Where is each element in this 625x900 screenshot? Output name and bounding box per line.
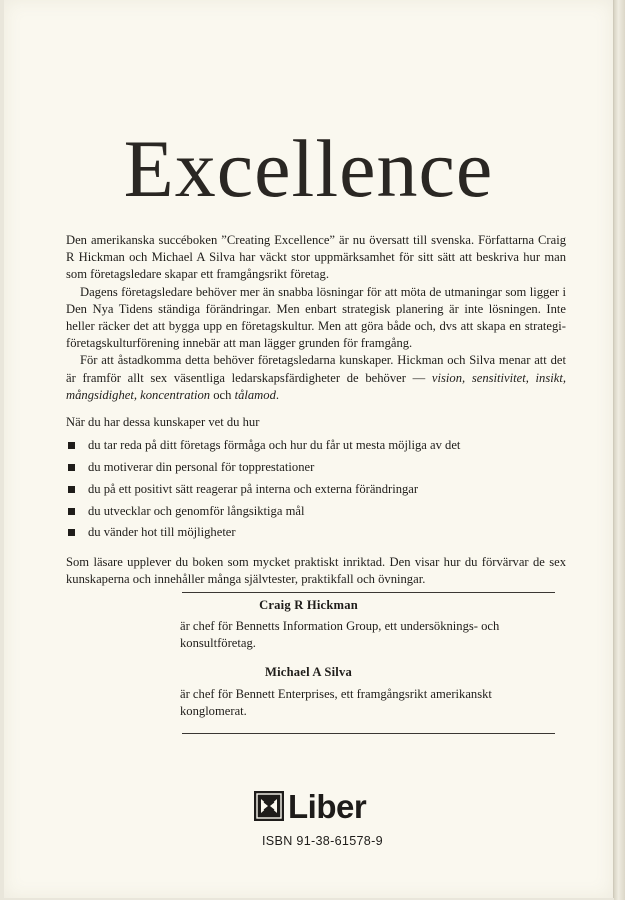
publisher-name: Liber (288, 787, 367, 825)
skills-list: vision, sensitivitet, insikt, mångsidighet, koncentration (66, 370, 566, 402)
isbn: ISBN 91-38-61578-9 (262, 834, 383, 848)
square-bullet-icon (68, 464, 75, 471)
page-edge (614, 0, 625, 900)
benefit-list (66, 435, 566, 544)
author-name: Craig R Hickman (259, 598, 358, 612)
book-title: Excellence (123, 123, 494, 214)
square-bullet-icon (68, 508, 75, 515)
intro-paragraph-1: Den amerikanska succéboken ”Creating Excellence” är nu översatt till svenska. Författarna Craig R Hickman och Michael A Silva har väckt stor uppmärksamhet för sitt sätt att beskriva hur man som företagsledare skapar ett framgångsrikt företag. (66, 233, 566, 282)
liber-logo-icon (254, 791, 284, 821)
list-item: du vänder hot till möjligheter (66, 522, 566, 544)
intro-paragraph-3: För att åstadkomma detta behöver företagsledarna kunskaper. Hickman och Silva menar att det är framför allt sex väsentliga ledarskapsfärdigheter de behöver — vision, sensitivitet, insikt, mångsidighet, koncentration och tålamod. (66, 353, 566, 402)
square-bullet-icon (68, 486, 75, 493)
description-text (66, 232, 566, 589)
author-name: Michael A Silva (265, 665, 352, 679)
author-bio: är chef för Bennett Enterprises, ett framgångsrikt amerikanskt konglomerat. (180, 687, 492, 719)
skill-last: tålamod (234, 387, 276, 402)
list-item: du på ett positivt sätt reagerar på interna och externa förändringar (66, 479, 566, 501)
divider-top (182, 592, 555, 593)
square-bullet-icon (68, 442, 75, 449)
list-item: du utvecklar och genomför långsiktiga mål (66, 501, 566, 523)
closing-paragraph: Som läsare upplever du boken som mycket praktiskt inriktad. Den visar hur du förvärvar de sex kunskaperna och innehåller många självtester, praktikfall och övningar. (66, 555, 566, 587)
list-intro: När du har dessa kunskaper vet du hur (66, 415, 260, 430)
divider-bottom (182, 733, 555, 734)
square-bullet-icon (68, 529, 75, 536)
intro-paragraph-2: Dagens företagsledare behöver mer än snabba lösningar för att möta de utmaningar som ligger i Den Nya Tidens ständiga förändringar. Men enbart strategisk planering är inte lösningen. Inte heller räcker det att bygga upp en företagskultur. Men att göra både och, dvs att skapa en strategi-företagskulturförening innebär att man lägger grunden för framgång. (66, 284, 566, 351)
back-cover (4, 0, 614, 898)
list-item: du motiverar din personal för topprestationer (66, 457, 566, 479)
publisher-logo (254, 788, 366, 824)
author-bio: är chef för Bennetts Information Group, ett undersöknings- och konsultföretag. (180, 619, 500, 651)
list-item: du tar reda på ditt företags förmåga och hur du får ut mesta möjliga av det (66, 435, 566, 457)
